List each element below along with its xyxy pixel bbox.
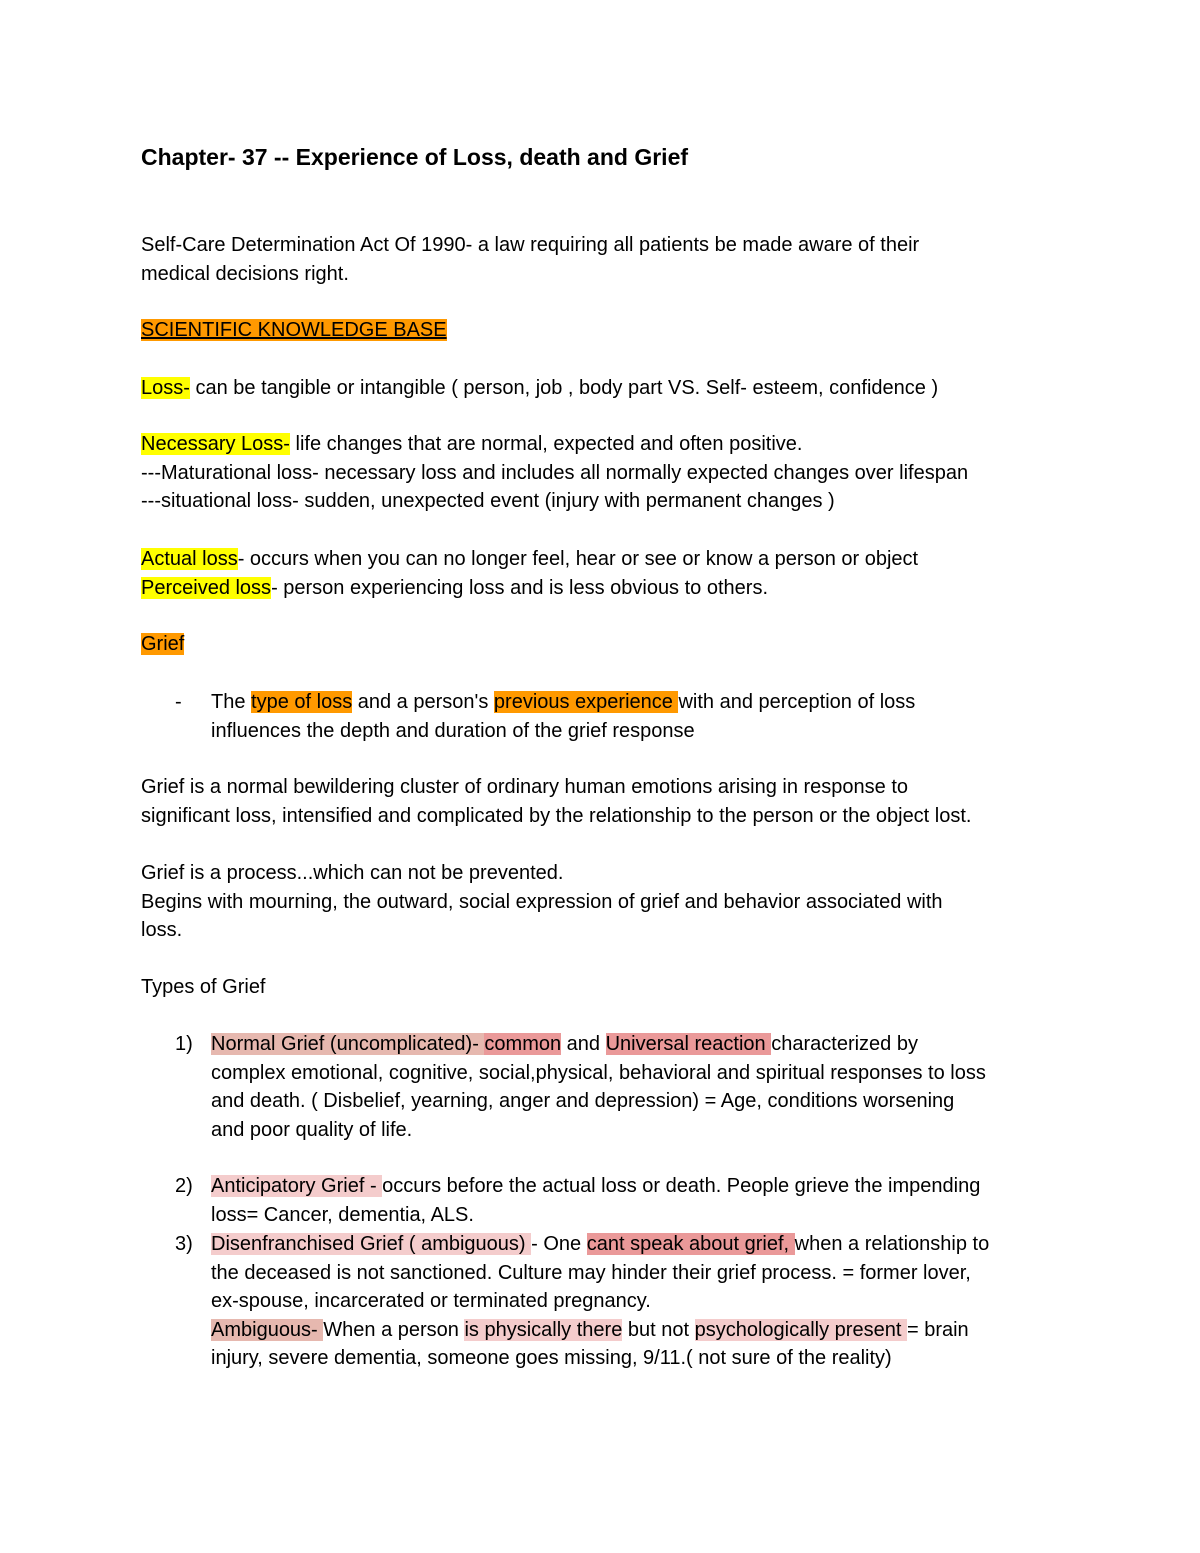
grief-type-line-3: and death. ( Disbelief, yearning, anger and depression) = Age, conditions worsening [211, 1090, 955, 1112]
grief-type-body [211, 1172, 980, 1229]
section-heading-text: SCIENTIFIC KNOWLEDGE BASE [141, 319, 447, 341]
ambiguous-line [211, 1316, 989, 1345]
universal-reaction-highlight: Universal reaction [605, 1033, 772, 1055]
grief-type-text: characterized by [771, 1033, 918, 1055]
loss-definition [141, 374, 938, 403]
actual-perceived-block [141, 545, 918, 602]
actual-loss-term: Actual loss [141, 548, 238, 570]
grief-type-body [211, 1030, 986, 1144]
necessary-loss-block [141, 430, 968, 516]
act-line-2: medical decisions right. [141, 262, 349, 285]
normal-grief-term: Normal Grief (uncomplicated)- [211, 1033, 485, 1055]
grief-type-item-disenfranchised [141, 1230, 1061, 1373]
disenfranchised-grief-term: Disenfranchised Grief ( ambiguous) [211, 1233, 532, 1255]
necessary-loss-line [141, 430, 968, 459]
grief-type-text: and [561, 1033, 606, 1055]
grief-type-text: - One [531, 1233, 587, 1255]
act-paragraph [141, 231, 919, 288]
previous-experience-highlight: previous experience [493, 691, 679, 713]
grief-type-line-5: injury, severe dementia, someone goes missing, 9/11.( not sure of the reality) [211, 1347, 892, 1369]
physically-there-highlight: is physically there [464, 1318, 623, 1341]
grief-type-line-1 [211, 1230, 989, 1259]
grief-process-line-1: Grief is a process...which can not be prevented. [141, 862, 564, 884]
grief-bullet-item [141, 688, 1061, 745]
grief-type-line-1 [211, 1172, 980, 1201]
type-of-loss-highlight: type of loss [251, 691, 353, 713]
loss-term: Loss- [141, 377, 190, 399]
cant-speak-highlight: cant speak about grief, [586, 1233, 795, 1255]
grief-type-item-anticipatory [141, 1172, 1061, 1229]
grief-bullet-text: The [211, 691, 252, 713]
ambiguous-text: When a person [323, 1318, 465, 1341]
types-heading: Types of Grief [141, 976, 266, 998]
grief-type-line-2: the deceased is not sanctioned. Culture may hinder their grief process. = former lover, [211, 1261, 971, 1284]
situational-loss-line: ---situational loss- sudden, unexpected event (injury with permanent changes ) [141, 490, 835, 512]
grief-type-text: when a relationship to [794, 1233, 990, 1255]
grief-type-line-2: complex emotional, cognitive, social,physical, behavioral and spiritual responses to loss [211, 1061, 986, 1084]
page-title: Chapter- 37 -- Experience of Loss, death and Grief [141, 144, 689, 170]
grief-type-text: occurs before the actual loss or death. People grieve the impending [382, 1175, 981, 1197]
grief-process [141, 859, 943, 945]
grief-definition [141, 773, 971, 830]
grief-type-item-normal [141, 1030, 1061, 1144]
grief-type-line-3: ex-spouse, incarcerated or terminated pregnancy. [211, 1290, 651, 1312]
grief-type-line-2: loss= Cancer, dementia, ALS. [211, 1203, 474, 1226]
grief-type-body [211, 1230, 989, 1373]
list-marker: 2) [175, 1175, 193, 1197]
grief-definition-line-1: Grief is a normal bewildering cluster of ordinary human emotions arising in response to [141, 776, 909, 798]
bullet-marker: - [175, 691, 182, 713]
actual-loss-line [141, 545, 918, 574]
grief-process-line-2: Begins with mourning, the outward, social expression of grief and behavior associated with [141, 890, 943, 913]
grief-type-line-4: and poor quality of life. [211, 1118, 413, 1141]
grief-bullet-body [211, 688, 915, 745]
necessary-loss-text: life changes that are normal, expected and often positive. [289, 433, 803, 455]
grief-bullet-line-1 [211, 688, 915, 717]
anticipatory-grief-term: Anticipatory Grief - [211, 1175, 383, 1197]
grief-heading-text: Grief [141, 633, 185, 655]
actual-loss-text: - occurs when you can no longer feel, hear or see or know a person or object [237, 548, 919, 570]
ambiguous-text: = brain [906, 1318, 969, 1341]
grief-process-line-3: loss. [141, 919, 183, 941]
section-heading [141, 316, 447, 345]
grief-bullet-text: with and perception of loss [678, 691, 916, 713]
ambiguous-text: but not [622, 1318, 695, 1341]
list-marker: 3) [175, 1233, 193, 1255]
ambiguous-term: Ambiguous- [211, 1318, 324, 1341]
grief-definition-line-2: significant loss, intensified and complicated by the relationship to the person or the object lost. [141, 804, 972, 827]
grief-heading [141, 630, 184, 659]
common-highlight: common [484, 1033, 562, 1055]
loss-text: can be tangible or intangible ( person, job , body part VS. Self- esteem, confidence ) [189, 377, 939, 399]
perceived-loss-term: Perceived loss [141, 576, 272, 599]
act-line-1: Self-Care Determination Act Of 1990- a law requiring all patients be made aware of their [141, 234, 920, 256]
grief-bullet-text: and a person's [352, 691, 494, 713]
maturational-loss-line: ---Maturational loss- necessary loss and includes all normally expected changes over lifespan [141, 461, 969, 484]
psychologically-present-highlight: psychologically present [694, 1318, 907, 1341]
grief-bullet-line-2: influences the depth and duration of the grief response [211, 719, 695, 742]
perceived-loss-line [141, 574, 918, 603]
list-marker: 1) [175, 1033, 193, 1055]
perceived-loss-text: - person experiencing loss and is less obvious to others. [271, 576, 768, 599]
grief-type-line-1 [211, 1030, 986, 1059]
necessary-loss-term: Necessary Loss- [141, 433, 290, 455]
